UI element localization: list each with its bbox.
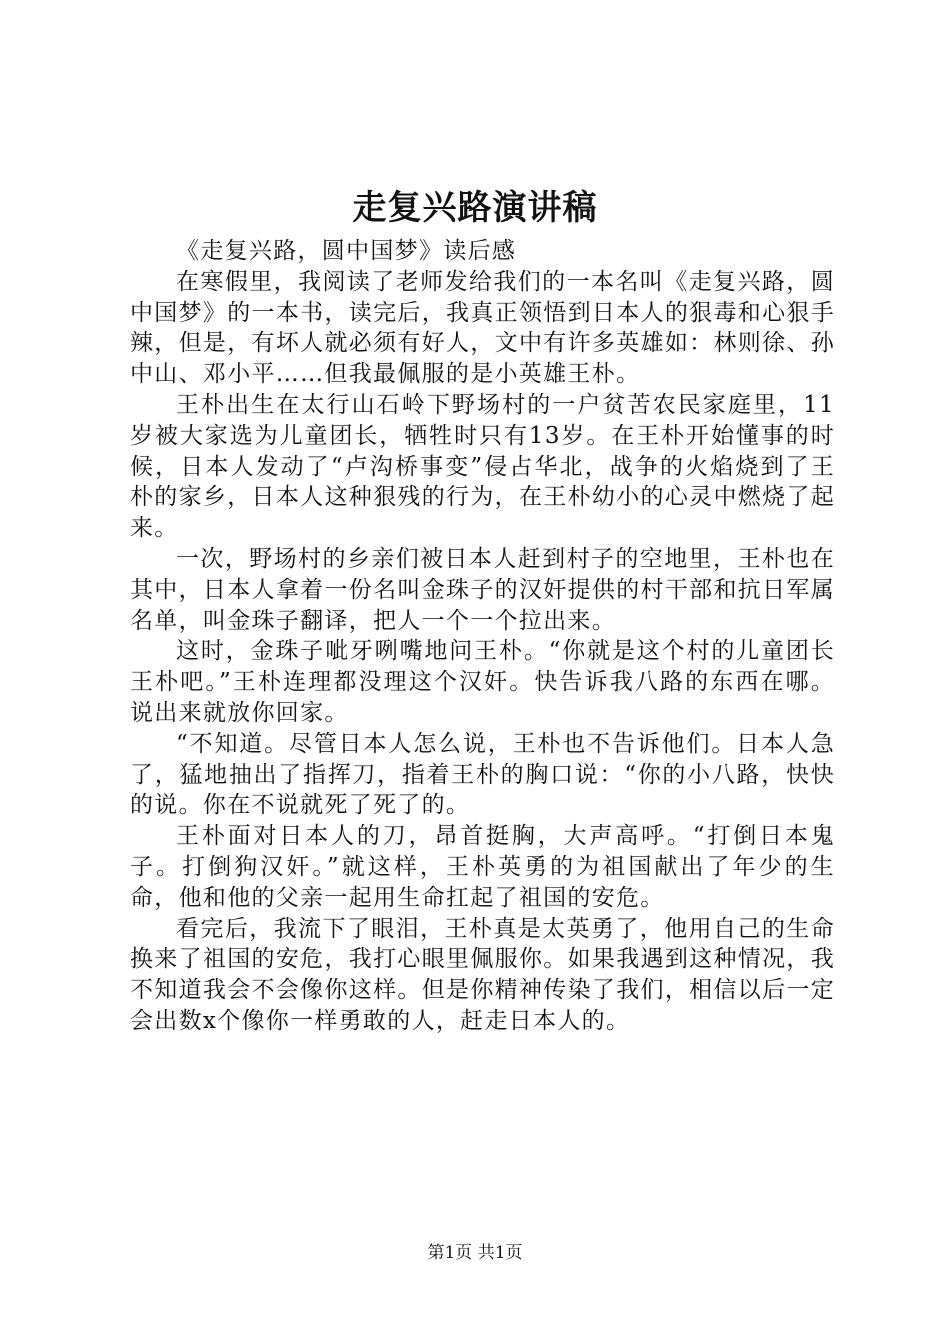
page-footer: 第1页 共1页 xyxy=(427,1243,523,1263)
paragraph: 这时，金珠子呲牙咧嘴地问王朴。“你就是这个村的儿童团长王朴吧。”王朴连理都没理这个汉奸。快告诉我八路的东西在哪。说出来就放你回家。 xyxy=(130,638,835,726)
document-body xyxy=(130,236,835,1037)
document-title: 走复兴路演讲稿 xyxy=(352,188,598,228)
paragraph: 在寒假里，我阅读了老师发给我们的一本名叫《走复兴路，圆中国梦》的一本书，读完后，我真正领悟到日本人的狠毒和心狠手辣，但是，有坏人就必须有好人，文中有许多英雄如：林则徐、孙中山、邓小平……但我最佩服的是小英雄王朴。 xyxy=(130,268,835,388)
paragraph: 一次，野场村的乡亲们被日本人赶到村子的空地里，王朴也在其中，日本人拿着一份名叫金珠子的汉奸提供的村干部和抗日军属名单，叫金珠子翻译，把人一个一个拉出来。 xyxy=(130,545,835,634)
paragraph: 王朴出生在太行山石岭下野场村的一户贫苦农民家庭里，11岁被大家选为儿童团长，牺牲时只有13岁。在王朴开始懂事的时候，日本人发动了“卢沟桥事变”侵占华北，战争的火焰烧到了王朴的家乡，日本人这种狠残的行为，在王朴幼小的心灵中燃烧了起来。 xyxy=(130,391,835,542)
paragraph: 王朴面对日本人的刀，昂首挺胸，大声高呼。“打倒日本鬼子。打倒狗汉奸。”就这样，王朴英勇的为祖国献出了年少的生命，他和他的父亲一起用生命扛起了祖国的安危。 xyxy=(130,823,835,911)
paragraph: “不知道。尽管日本人怎么说，王朴也不告诉他们。日本人急了，猛地抽出了指挥刀，指着王朴的胸口说：“你的小八路，快快的说。你在不说就死了死了的。 xyxy=(130,730,835,819)
paragraph-subtitle: 《走复兴路，圆中国梦》读后感 xyxy=(176,238,517,264)
paragraph: 看完后，我流下了眼泪，王朴真是太英勇了，他用自己的生命换来了祖国的安危，我打心眼里佩服你。如果我遇到这种情况，我不知道我会不会像你这样。但是你精神传染了我们，相信以后一定会出数x个像你一样勇敢的人，赶走日本人的。 xyxy=(130,915,835,1034)
